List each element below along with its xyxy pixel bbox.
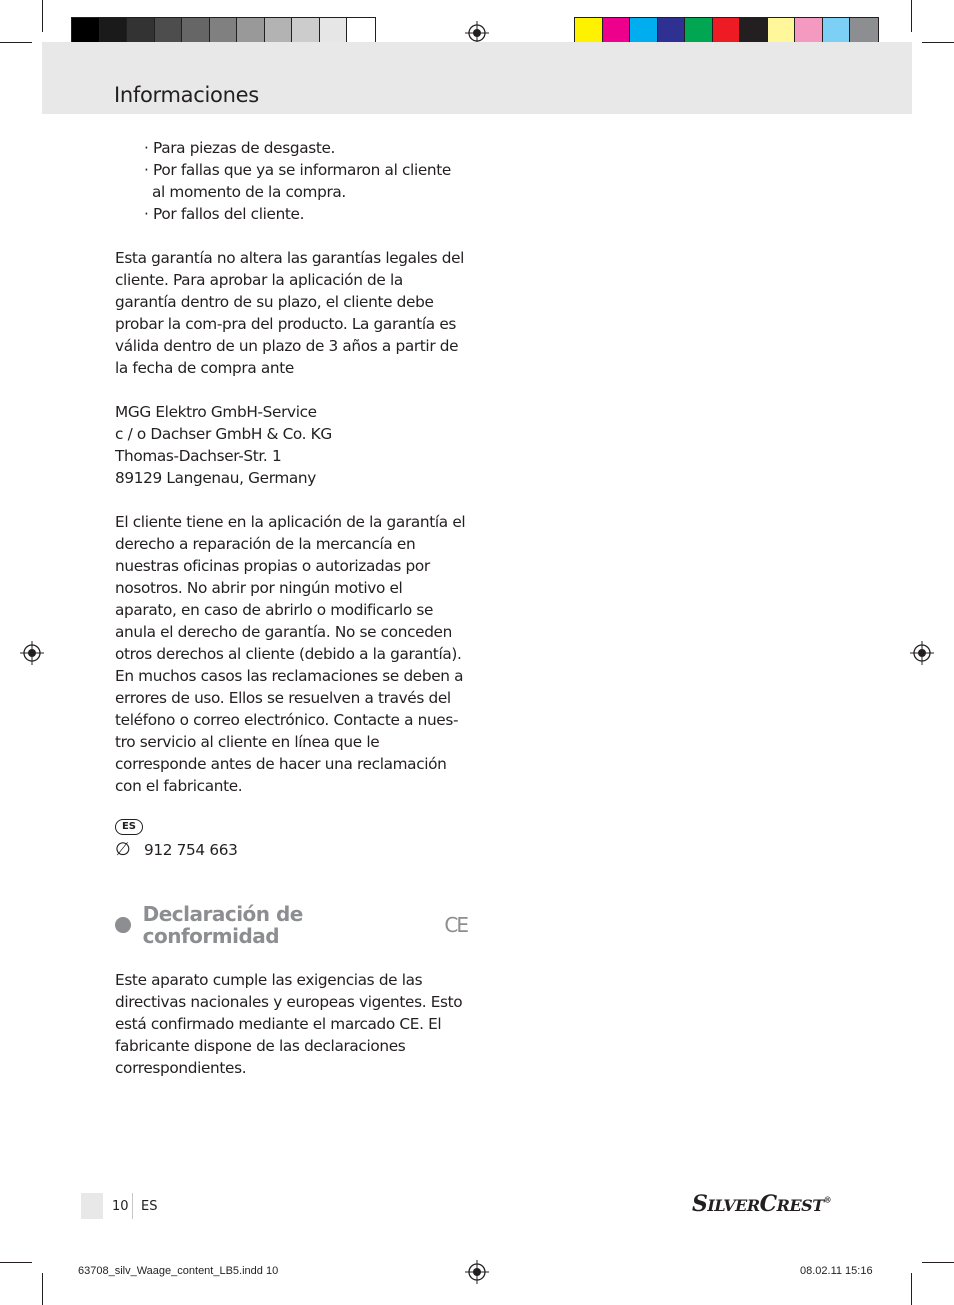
repair-paragraph: El cliente tiene en la aplicación de la garantía el derecho a reparación de la mercancía en nuestras oficinas propias o autorizadas por nosotros. No abrir por ningún motivo el aparato, en caso de abrirlo o modificarlo se anula el derecho de garantía. No se conceden otros derechos al cliente (debido a la garantía). En muchos casos las reclamaciones se deben a errores de uso. Ellos se resuelven a través del teléfono o correo electrónico. Contacte a nues-tro servicio al cliente en línea que le corresponde antes de hacer una reclamación con el fabricante. — [115, 513, 466, 795]
crop-mark — [911, 0, 912, 32]
registration-target-icon — [910, 641, 934, 665]
list-item: · Por fallas que ya se informaron al cliente al momento de la compra. — [144, 161, 451, 201]
crop-mark — [42, 0, 43, 32]
list-item: · Para piezas de desgaste. — [144, 139, 336, 157]
page-title: Informaciones — [114, 83, 259, 107]
page-number: 10 — [112, 1199, 129, 1214]
slug-date: 08.02.11 15:16 — [800, 1265, 873, 1277]
country-badge: ES — [115, 819, 143, 835]
registration-target-icon — [465, 1260, 489, 1284]
list-item: · Por fallos del cliente. — [144, 205, 305, 223]
crop-mark — [0, 42, 32, 43]
address-line: MGG Elektro GmbH-Service — [115, 403, 317, 421]
crop-mark — [42, 1273, 43, 1305]
crop-mark — [922, 42, 954, 43]
section-title: Declaración de conformidad — [142, 902, 303, 948]
page-language: ES — [141, 1199, 158, 1214]
crop-mark — [911, 1273, 912, 1305]
exclusions-list — [115, 137, 467, 225]
address-line: 89129 Langenau, Germany — [115, 469, 316, 487]
declaration-paragraph: Este aparato cumple las exigencias de las directivas nacionales y europeas vigentes. Esto está confirmado mediante el marcado CE. El fabricante dispone de las declaraciones correspondientes. — [115, 971, 463, 1077]
service-address — [115, 401, 467, 489]
bullet-dot-icon — [115, 917, 131, 933]
footer-tab — [81, 1193, 103, 1219]
address-line: Thomas-Dachser-Str. 1 — [115, 447, 282, 465]
crop-mark — [922, 1262, 954, 1263]
divider — [132, 1193, 133, 1219]
main-content — [115, 137, 467, 1079]
warranty-paragraph: Esta garantía no altera las garantías legales del cliente. Para aprobar la aplicación de la garantía dentro de su plazo, el cliente debe probar la com-pra del producto. La garantía es válida dentro de un plazo de 3 años a partir de la fecha de compra ante — [115, 249, 465, 377]
slug-file-info: 63708_silv_Waage_content_LB5.indd 10 — [78, 1265, 279, 1277]
phone-row — [115, 839, 467, 861]
crop-mark — [0, 1262, 32, 1263]
ce-mark-icon: CE — [444, 913, 467, 937]
brand-logo: SILVERCREST® — [692, 1191, 832, 1217]
address-line: c / o Dachser GmbH & Co. KG — [115, 425, 332, 443]
phone-number: 912 754 663 — [144, 841, 238, 859]
section-heading — [115, 903, 467, 947]
phone-icon: ∅ — [115, 839, 131, 860]
registration-target-icon — [20, 641, 44, 665]
